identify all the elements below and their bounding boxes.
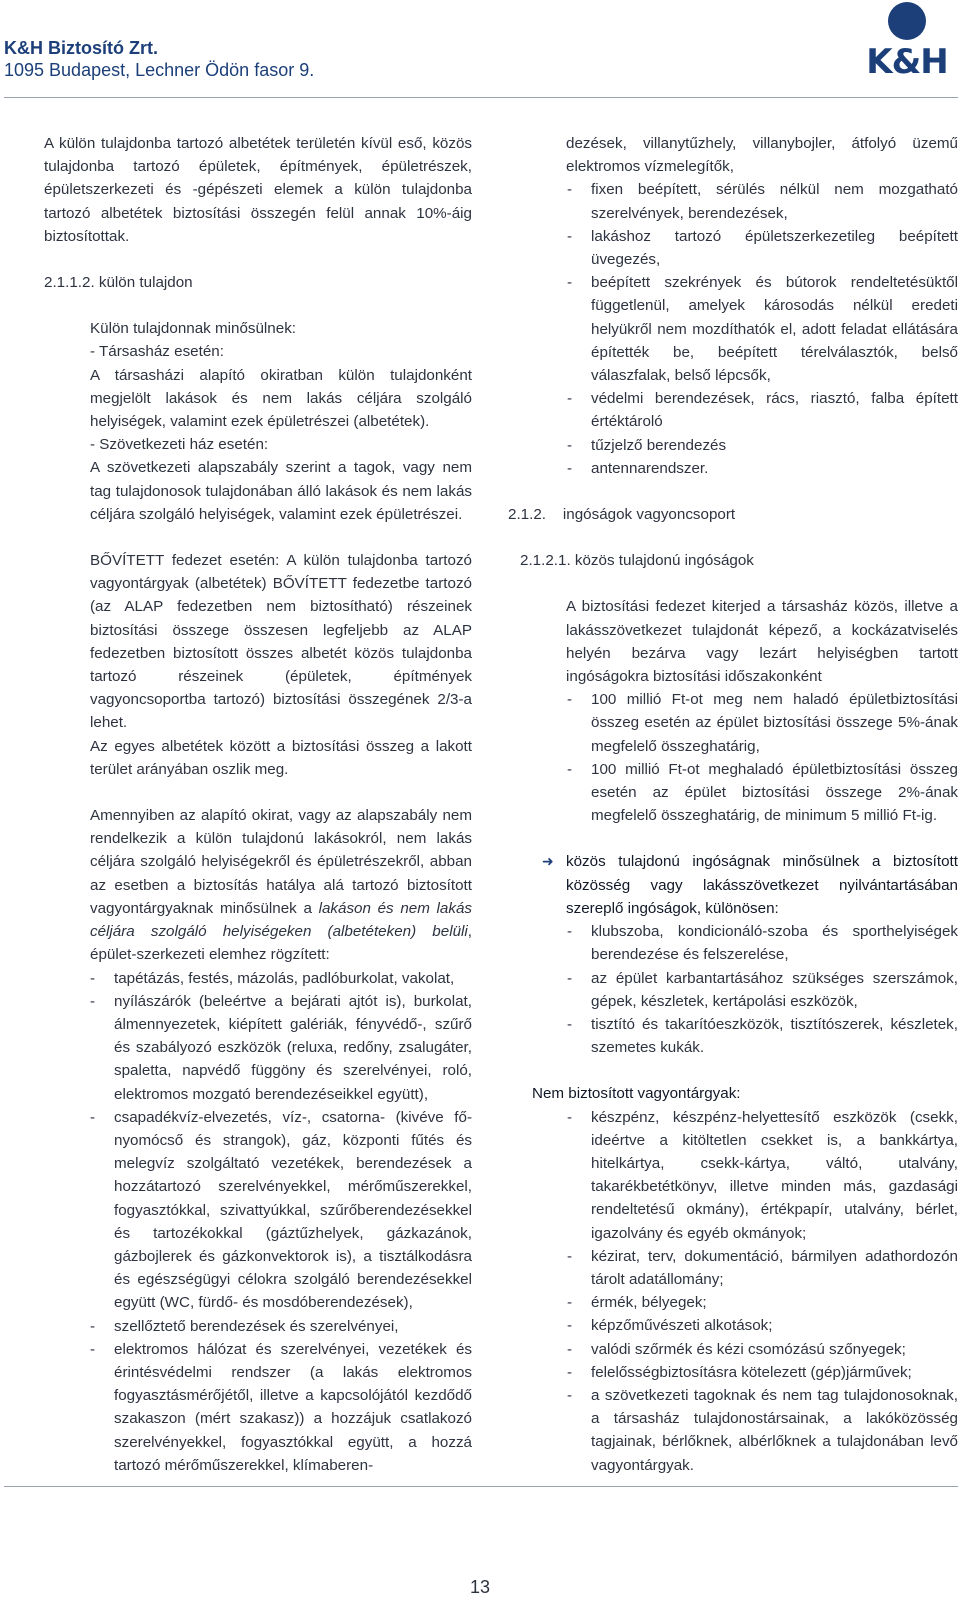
- right-column: [508, 132, 958, 1477]
- sub-heading-2-1-2-1: 2.1.2.1. közös tulajdonú ingóságok: [520, 552, 754, 570]
- deed-text-start: Amennyiben az alapító okirat, vagy az alapszabály nem rendelkezik a külön tulajdonú lakásokról, nem lakás céljára szolgáló helyiségekről és épületrészekről, abban az esetben a biztosítás hatálya alá tartozó biztosított vagyontárgyaknak minősülnek a: [90, 807, 472, 917]
- extended-coverage-paragraph: BŐVÍTETT fedezet esetén: A külön tulajdonba tartozó vagyontárgyak (albetétek) BŐVÍTETT fedezetbe tartozó (az ALAP fedezetben nem biztosítható) részeinek biztosítási összege összesen legfeljebb az ALAP fedezetben biztosított összes albetét közös tulajdonba tartozó részeinek (épületek, építmények vagyoncsoportba tartozó) biztosítási összegének 2/3-a lehet.: [90, 552, 472, 732]
- kh-logo: [854, 2, 960, 82]
- list-item: - 100 millió Ft-ot meghaladó épületbiztosítási összeg esetén az épület biztosítási összege 2%-ának megfelelő összeghatárig, de minimum 5 millió Ft-ig.: [567, 758, 958, 828]
- header-divider: [4, 97, 958, 98]
- coop-text: A szövetkezeti alapszabály szerint a tagok, vagy nem tag tulajdonosok tulajdonában álló lakások és nem lakás céljára szolgáló helyiségek, valamint ezek épületrészei.: [90, 459, 472, 523]
- list-item: - érmék, bélyegek;: [567, 1291, 958, 1314]
- section-number: 2.1.2.: [508, 506, 546, 524]
- common-property-definition: [508, 850, 958, 920]
- list-item: - védelmi berendezések, rács, riasztó, falba épített értéktároló: [567, 387, 958, 433]
- list-item: - tűzjelző berendezés: [567, 434, 958, 457]
- deed-paragraph: [44, 804, 472, 966]
- company-name: K&H Biztosító Zrt.: [4, 38, 158, 58]
- continued-text: dezések, villanytűzhely, villanybojler, átfolyó üzemű elektromos vízmelegítők,: [566, 135, 958, 176]
- logo-ball-icon: [888, 2, 926, 40]
- intro-paragraph: A külön tulajdonba tartozó albetétek területén kívül eső, közös tulajdonba tartozó épületek, építmények, épületrészek, épületszerkezeti és -gépészeti elemek a külön tulajdonba tartozó albetétek biztosítási összegén felül annak 10%-áig biztosítottak.: [44, 135, 472, 245]
- list-item: - lakáshoz tartozó épületszerkezetileg beépített üvegezés,: [567, 225, 958, 271]
- list-item: - elektromos hálózat és szerelvényei, vezetékek és érintésvédelmi rendszer (a lakás elektromos fogyasztásmérőjétől, illetve a kapcsolójától kezdődő szakaszon (mért szakasz)) a hozzájuk csatlakozó szerelvényekkel, fogyasztókkal együtt, a hozzá tartozó mérőműszerekkel, klímaberen-: [90, 1338, 472, 1477]
- list-item: - felelősségbiztosításra kötelezett (gép)járművek;: [567, 1361, 958, 1384]
- list-item: - 100 millió Ft-ot meg nem haladó épületbiztosítási összeg esetén az épület biztosítási összege 5%-ának megfelelő összeghatárig,: [567, 688, 958, 758]
- list-item: - az épület karbantartásához szükséges szerszámok, gépek, készletek, kertápolási eszközök,: [567, 967, 958, 1013]
- list-item: - képzőművészeti alkotások;: [567, 1314, 958, 1337]
- page-number: 13: [469, 1577, 491, 1597]
- footer-divider: [4, 1486, 958, 1487]
- not-insured-title: Nem biztosított vagyontárgyak:: [532, 1085, 741, 1103]
- list-item: - kézirat, terv, dokumentáció, bármilyen adathordozón tárolt adatállomány;: [567, 1245, 958, 1291]
- list-item: - készpénz, készpénz-helyettesítő eszközök (csekk, ideértve a kitöltetlen csekket is, a bankkártya, hitelkártya, csekk-kártya, váltó, utalvány, takarékbetétkönyv, illetve minden más, gazdasági rendeltetésű okmány), értékpapír, utalvány, bérlet, igazolvány és egyéb okmányok;: [567, 1106, 958, 1245]
- list-item: - nyílászárók (beleértve a bejárati ajtót is), burkolat, álmennyezetek, kiépített galériák, fényvédő-, szűrő és szabályozó eszközök (reluxa, redőny, zsalugáter, spaletta, napvédő függöny és szerelvényei, roló, elektromos mozgató berendezéseikkel együtt),: [90, 990, 472, 1106]
- deed-text-italic: lakáson és nem lakás céljára szolgáló helyiségeken (albetéteken) belüli: [90, 899, 472, 941]
- list-item: - tisztító és takarítóeszközök, tisztítószerek, készletek, szemetes kukák.: [567, 1013, 958, 1059]
- deed-text-end: , épület-szerkezeti elemhez rögzített:: [90, 923, 472, 964]
- condo-label: - Társasház esetén:: [90, 343, 224, 361]
- company-address: 1095 Budapest, Lechner Ödön fasor 9.: [4, 60, 315, 80]
- arrow-bullet-icon: ➜: [542, 853, 554, 870]
- list-item: - szellőztető berendezések és szerelvényei,: [90, 1315, 472, 1338]
- list-item: - fixen beépített, sérülés nélkül nem mozgatható szerelvények, berendezések,: [567, 178, 958, 224]
- common-property-text: A biztosítási fedezet kiterjed a társasház közös, illetve a lakásszövetkezet tulajdonát képező, a kockázatviselés helyén bezárva vagy lezárt helyiségben tartott ingóságokra biztosítási időszakonként: [566, 598, 958, 686]
- list-item: - klubszoba, kondicionáló-szoba és sporthelyiségek berendezése és felszerelése,: [567, 920, 958, 966]
- section-heading-2-1-1-2: 2.1.1.2. külön tulajdon: [44, 274, 193, 292]
- coop-label: - Szövetkezeti ház esetén:: [90, 436, 269, 454]
- left-column: [44, 132, 472, 1477]
- list-item: - antennarendszer.: [567, 457, 958, 480]
- list-item: - beépített szekrények és bútorok rendeltetésüktől függetlenül, amelyek károsodás nélkül eredeti helyükről nem mozdíthatók el, adott feladat ellátására építették be, beépített térelválasztók, belső válaszfalak, belső lépcsők,: [567, 271, 958, 387]
- arrow-item-text: közös tulajdonú ingóságnak minősülnek a biztosított közösség vagy lakásszövetkezet nyilvántartásában szereplő ingóságok, különösen:: [566, 853, 958, 917]
- section-heading-2-1-2: [508, 503, 958, 526]
- list-item: - a szövetkezeti tagoknak és nem tag tulajdonosoknak, a társasház tulajdonostársainak, a lakóközösség tagjainak, bérlőknek, albérlőknek a tulajdonában levő vagyontárgyak.: [567, 1384, 958, 1477]
- logo-text: K&H: [866, 42, 948, 82]
- list-item: - valódi szőrmék és kézi csomózású szőnyegek;: [567, 1338, 958, 1361]
- extended-coverage-paragraph-2: Az egyes albetétek között a biztosítási összeg a lakott terület arányában oszlik meg.: [90, 737, 472, 778]
- section-title: ingóságok vagyoncsoport: [562, 506, 736, 524]
- list-item: - csapadékvíz-elvezetés, víz-, csatorna- (kivéve fő-nyomócső és strangok), gáz, központi fűtés és melegvíz szolgáltató vezetékek, berendezések a hozzátartozó szerelvényekkel, mérőműszerekkel, fogyasztókkal, szivattyúkkal, szűrőberendezésekkel és tartozékokkal (gáztűzhelyek, gázkazánok, gázbojlerek és gázkonvektorok is), a tisztálkodásra és egészségügyi célokra szolgáló berendezésekkel együtt (WC, fürdő- és mosdóberendezések),: [90, 1106, 472, 1315]
- definition-title: Külön tulajdonnak minősülnek:: [90, 320, 297, 338]
- condo-text: A társasházi alapító okiratban külön tulajdonként megjelölt lakások és nem lakás céljára szolgáló helyiségek, valamint ezek épületrészei (albetétek).: [90, 366, 472, 431]
- list-item: - tapétázás, festés, mázolás, padlóburkolat, vakolat,: [90, 967, 472, 990]
